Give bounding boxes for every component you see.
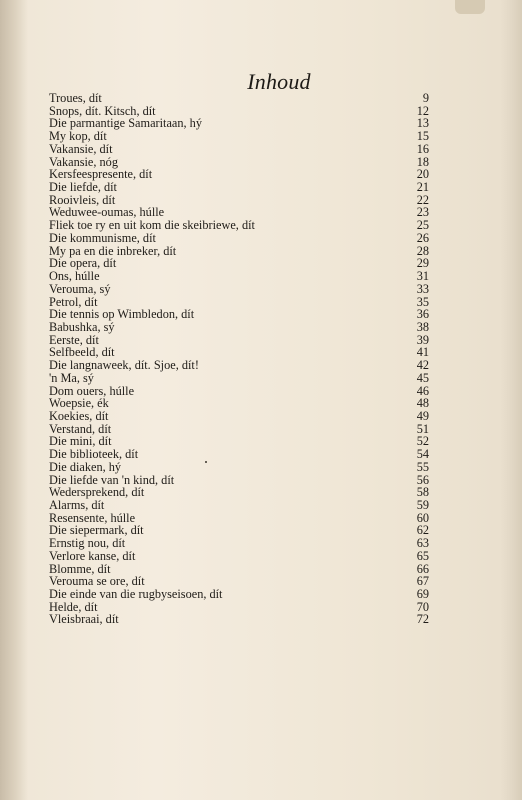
toc-entry-title: Die opera, dít [49, 256, 117, 271]
toc-entry-page-number: 65 [416, 548, 429, 563]
toc-entry-page-number: 45 [416, 370, 429, 385]
toc-entry-page-number: 69 [416, 587, 429, 602]
toc-entry-page-number: 36 [416, 307, 429, 322]
toc-entry-page-number: 46 [416, 383, 429, 398]
ink-speck [205, 461, 207, 463]
toc-entry [49, 499, 429, 512]
toc-entry [49, 232, 429, 245]
toc-entry-page-number: 13 [416, 116, 429, 131]
toc-entry-title: Fliek toe ry en uit kom die skeibriewe, dít [49, 218, 255, 233]
toc-entry-title: Wedersprekend, dít [49, 485, 145, 500]
toc-entry-title: Weduwee-oumas, húlle [49, 205, 165, 220]
toc-entry-title: Ernstig nou, dít [49, 536, 126, 551]
toc-entry-title: Die kommunisme, dít [49, 230, 156, 245]
toc-entry-title: Vleisbraai, dít [49, 612, 119, 627]
toc-entry-page-number: 12 [416, 103, 429, 118]
toc-entry-page-number: 35 [416, 294, 429, 309]
toc-entry-page-number: 42 [416, 358, 429, 373]
page-edge [500, 0, 522, 800]
toc-entry-title: Alarms, dít [49, 498, 105, 512]
toc-entry-page-number: 48 [416, 396, 429, 411]
toc-entry [49, 550, 429, 563]
toc-entry-page-number: 29 [416, 256, 429, 271]
table-of-contents [49, 92, 429, 626]
toc-entry-title: Die siepermark, dít [49, 523, 144, 538]
toc-entry-page-number: 18 [416, 154, 429, 169]
toc-entry-title: Resensente, húlle [49, 510, 136, 525]
toc-entry-title: Verlore kanse, dít [49, 548, 136, 563]
toc-entry-page-number: 9 [422, 91, 429, 105]
toc-entry-title: Eerste, dít [49, 332, 99, 347]
toc-entry [49, 613, 429, 626]
toc-entry [49, 270, 429, 283]
toc-entry-title: Petrol, dít [49, 294, 98, 309]
toc-entry [49, 359, 429, 372]
toc-entry-title: Die einde van die rugbyseisoen, dít [49, 587, 223, 602]
toc-entry-title: Verouma se ore, dít [49, 574, 145, 589]
toc-entry-title: Selfbeeld, dít [49, 345, 115, 360]
toc-entry-title: Die tennis op Wimbledon, dít [49, 307, 195, 322]
toc-entry [49, 448, 429, 461]
toc-entry-title: Koekies, dít [49, 408, 109, 423]
toc-entry-title: Dom ouers, húlle [49, 383, 135, 398]
toc-entry-title: Kersfeespresente, dít [49, 167, 153, 182]
toc-entry-title: Rooivleis, dít [49, 192, 116, 207]
toc-entry-page-number: 16 [416, 141, 429, 156]
toc-entry-title: Die liefde van 'n kind, dít [49, 472, 175, 487]
toc-entry [49, 321, 429, 334]
toc-entry-page-number: 58 [416, 485, 429, 500]
toc-entry-page-number: 54 [416, 447, 429, 462]
toc-entry-page-number: 63 [416, 536, 429, 551]
toc-entry-page-number: 51 [416, 421, 429, 436]
toc-entry-title: Die langnaweek, dít. Sjoe, dít! [49, 358, 199, 373]
toc-entry [49, 130, 429, 143]
toc-entry-title: 'n Ma, sý [49, 370, 94, 385]
toc-entry-page-number: 67 [416, 574, 429, 589]
toc-entry-title: Vakansie, dít [49, 141, 113, 156]
toc-entry-title: Verstand, dít [49, 421, 112, 436]
page-gutter-shadow [0, 0, 28, 800]
toc-entry [49, 219, 429, 232]
toc-entry [49, 181, 429, 194]
toc-entry-page-number: 66 [416, 561, 429, 576]
toc-entry-page-number: 41 [416, 345, 429, 360]
toc-entry-title: Snops, dít. Kitsch, dít [49, 103, 156, 118]
toc-entry-page-number: 21 [416, 180, 429, 195]
toc-entry-page-number: 33 [416, 281, 429, 296]
toc-entry-title: Die mini, dít [49, 434, 112, 449]
toc-entry-title: Blomme, dít [49, 561, 111, 576]
toc-entry [49, 372, 429, 385]
toc-entry-page-number: 60 [416, 510, 429, 525]
toc-entry-page-number: 49 [416, 408, 429, 423]
toc-entry [49, 537, 429, 550]
toc-entry-page-number: 59 [416, 498, 429, 512]
toc-entry-page-number: 70 [416, 599, 429, 614]
toc-entry [49, 257, 429, 270]
toc-entry-page-number: 62 [416, 523, 429, 538]
toc-entry-title: Die liefde, dít [49, 180, 117, 195]
toc-entry [49, 143, 429, 156]
toc-entry-title: Die diaken, hý [49, 459, 122, 474]
toc-entry [49, 461, 429, 474]
toc-entry [49, 486, 429, 499]
toc-entry-title: Verouma, sý [49, 281, 111, 296]
toc-entry-title: Troues, dít [49, 91, 102, 105]
toc-entry-page-number: 25 [416, 218, 429, 233]
toc-entry-title: Die parmantige Samaritaan, hý [49, 116, 202, 131]
toc-entry [49, 588, 429, 601]
toc-entry-title: Ons, húlle [49, 269, 100, 284]
toc-entry [49, 92, 429, 105]
toc-entry-title: My kop, dít [49, 129, 107, 144]
page-stain [455, 0, 485, 14]
toc-entry-title: Babushka, sý [49, 319, 115, 334]
toc-entry-title: Die biblioteek, dít [49, 447, 139, 462]
toc-entry-page-number: 52 [416, 434, 429, 449]
toc-entry-page-number: 20 [416, 167, 429, 182]
toc-entry-title: My pa en die inbreker, dít [49, 243, 177, 258]
toc-entry-title: Woepsie, ék [49, 396, 109, 411]
toc-entry-page-number: 28 [416, 243, 429, 258]
toc-entry-page-number: 31 [416, 269, 429, 284]
toc-entry-page-number: 22 [416, 192, 429, 207]
toc-entry-page-number: 15 [416, 129, 429, 144]
page-title: Inhoud [247, 69, 311, 94]
toc-entry-page-number: 26 [416, 230, 429, 245]
toc-entry-page-number: 23 [416, 205, 429, 220]
toc-entry [49, 283, 429, 296]
toc-entry-title: Vakansie, nóg [49, 154, 118, 169]
toc-entry-page-number: 56 [416, 472, 429, 487]
toc-entry [49, 410, 429, 423]
toc-entry-page-number: 55 [416, 459, 429, 474]
toc-entry-page-number: 72 [416, 612, 429, 627]
toc-entry-page-number: 38 [416, 319, 429, 334]
toc-entry-page-number: 39 [416, 332, 429, 347]
toc-entry-title: Helde, dít [49, 599, 98, 614]
